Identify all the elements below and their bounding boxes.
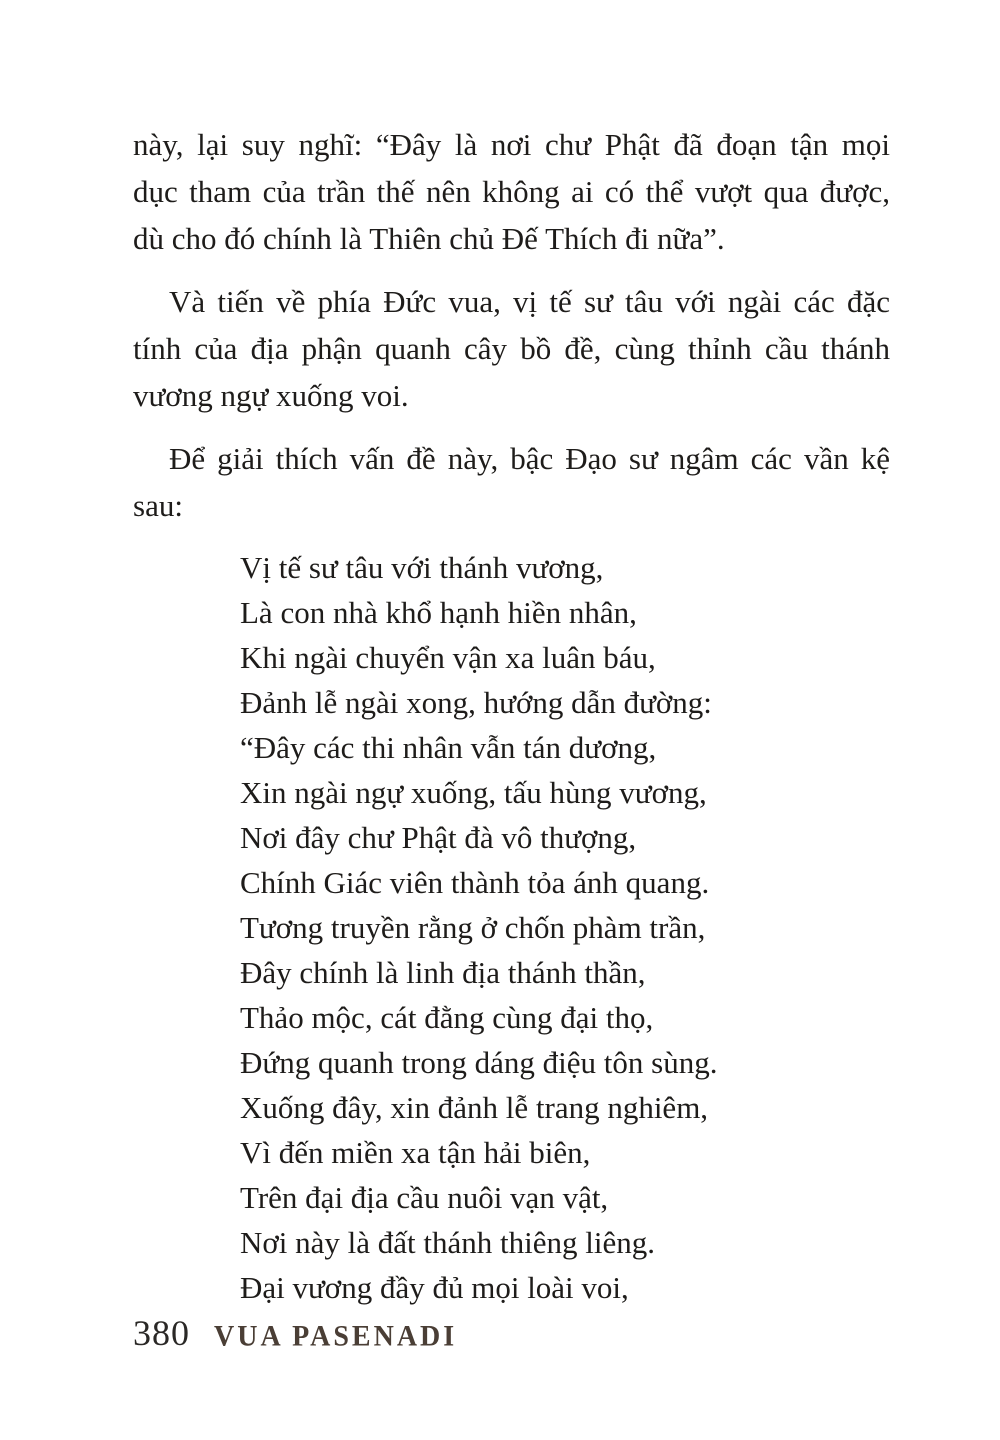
verse-line: Đảnh lễ ngài xong, hướng dẫn đường: (240, 685, 712, 720)
verse-line: Thảo mộc, cát đằng cùng đại thọ, (240, 1000, 654, 1035)
verse-line: Nơi đây chư Phật đà vô thượng, (240, 820, 637, 855)
verse-line: Khi ngài chuyển vận xa luân báu, (240, 640, 656, 675)
verse-line: Là con nhà khổ hạnh hiền nhân, (240, 595, 637, 630)
verse-line: Xin ngài ngự xuống, tấu hùng vương, (240, 775, 707, 810)
text-line: dù cho đó chính là Thiên chủ Đế Thích đi nữa”. (133, 221, 725, 256)
verse-line: Trên đại địa cầu nuôi vạn vật, (240, 1180, 609, 1215)
text-line: này, lại suy nghĩ: “Đây là nơi chư Phật đã đoạn tận mọi (133, 127, 890, 162)
verse-line: “Đây các thi nhân vẫn tán dương, (240, 730, 657, 765)
page-body (133, 121, 890, 1310)
verse-line: Đại vương đầy đủ mọi loài voi, (240, 1270, 629, 1305)
verse-line: Tương truyền rằng ở chốn phàm trần, (240, 910, 706, 945)
page-number: 380 (133, 1313, 190, 1353)
verse-line: Vị tế sư tâu với thánh vương, (240, 550, 604, 585)
text-line: Và tiến về phía Đức vua, vị tế sư tâu với ngài các đặc (169, 284, 890, 319)
text-line: vương ngự xuống voi. (133, 378, 409, 413)
text-line: tính của địa phận quanh cây bồ đề, cùng thỉnh cầu thánh (133, 331, 890, 366)
paragraph (133, 435, 890, 529)
verse-line: Đây chính là linh địa thánh thần, (240, 955, 646, 990)
verse-line: Đứng quanh trong dáng điệu tôn sùng. (240, 1045, 718, 1080)
paragraph (133, 121, 890, 262)
book-title: VUA PASENADI (214, 1320, 458, 1353)
paragraph (133, 278, 890, 419)
verse-line: Xuống đây, xin đảnh lễ trang nghiêm, (240, 1090, 709, 1125)
text-line: dục tham của trần thế nên không ai có thể vượt qua được, (133, 174, 890, 209)
text-line: Để giải thích vấn đề này, bậc Đạo sư ngâm các vần kệ (169, 441, 890, 476)
verse-line: Nơi này là đất thánh thiêng liêng. (240, 1225, 655, 1260)
text-line: sau: (133, 488, 183, 523)
verse-line: Chính Giác viên thành tỏa ánh quang. (240, 865, 710, 900)
page-footer (133, 1312, 457, 1354)
verse-block (240, 545, 890, 1310)
verse-line: Vì đến miền xa tận hải biên, (240, 1135, 591, 1170)
